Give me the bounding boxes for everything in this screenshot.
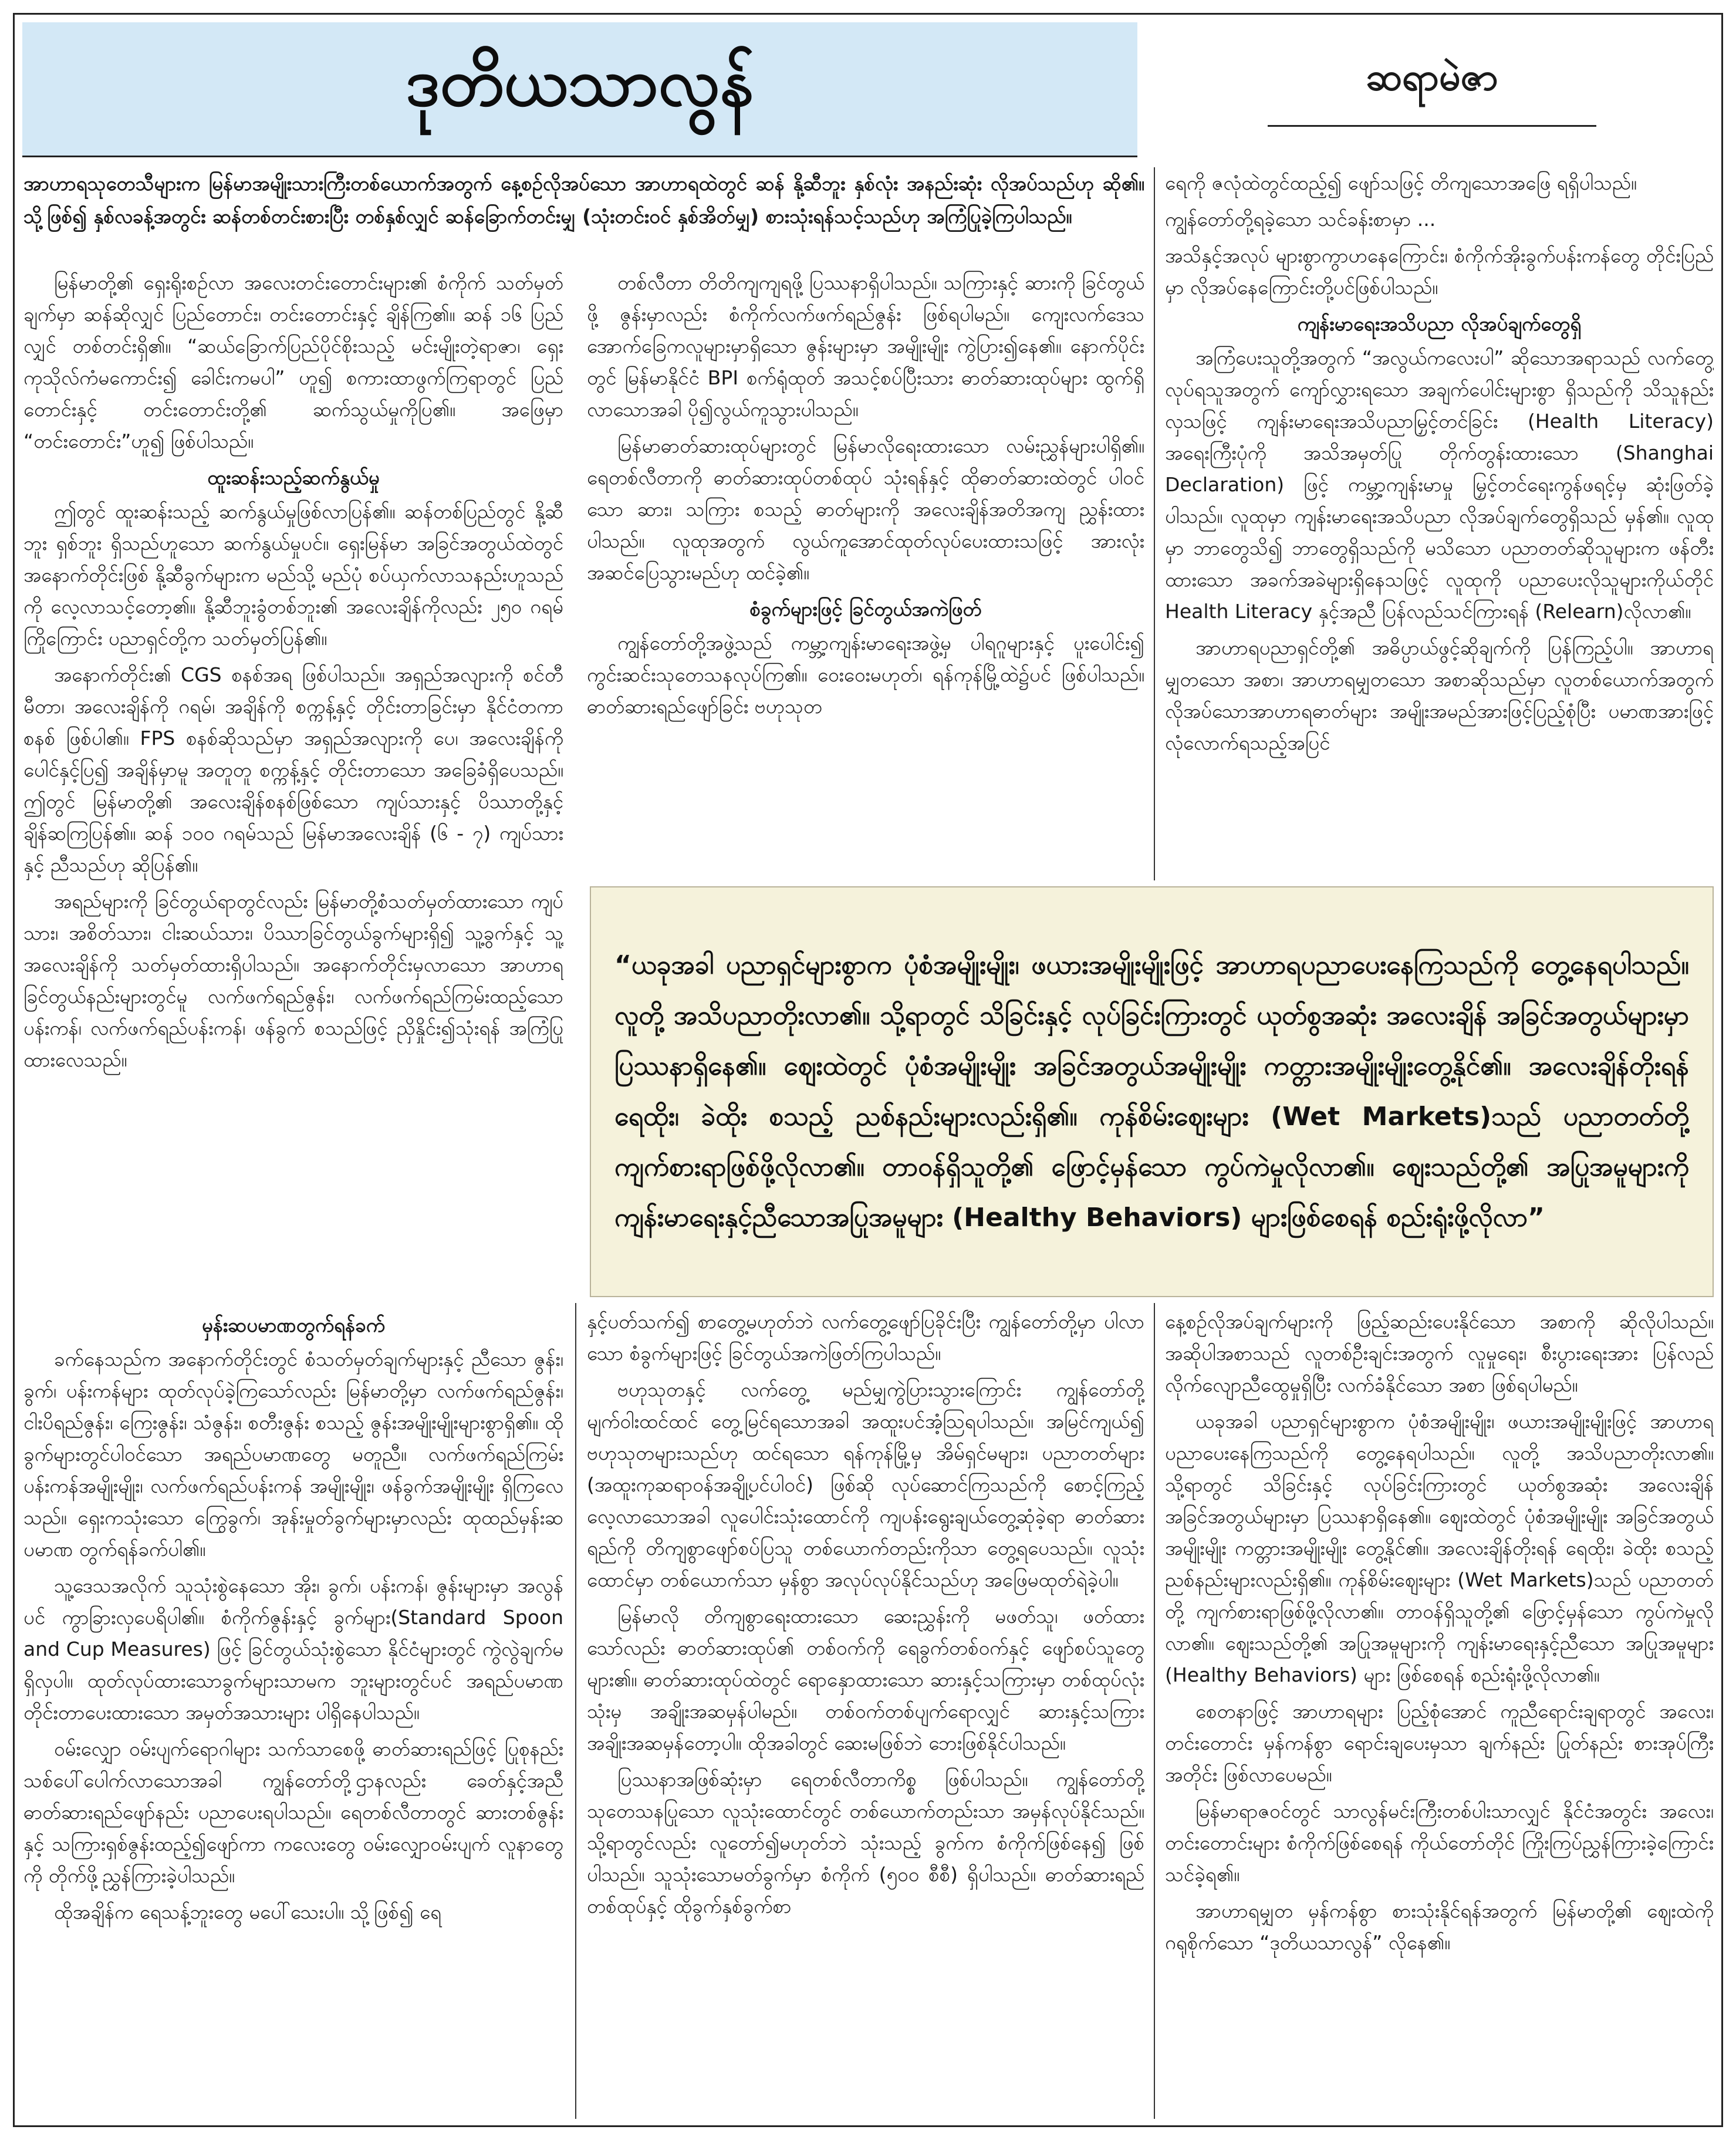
section-heading: မှန်းဆပမာဏတွက်ရန်ခက် (201, 1314, 386, 1336)
paragraph: သူ့ဒေသအလိုက် သူသုံးစွဲနေသော အိုး၊ ခွက်၊ ပန်းကန်၊ ဇွန်းများမှာ အလွန်ပင် ကွာခြားလှပေရိပါ၏။ စံကိုက်ဇွန်းနှင့် ခွက်များ(Standard Spoon and Cup Measures) ဖြင့် ခြင်တွယ်သုံးစွဲသော နိုင်ငံများတွင် ကွဲလွဲချက်မရှိလှပါ။ ထုတ်လုပ်ထားသောခွက်များသာမက ဘူးများတွင်ပင် အရည်ပမာဏ တိုင်းတာပေးထားသော အမှတ်အသားများ ပါရှိနေပါသည်။ (23, 1574, 563, 1724)
column-5 (587, 1306, 1144, 2119)
paragraph: ယခုအခါ ပညာရှင်များစွာက ပုံစံအမျိုးမျိုး၊ ဖယားအမျိုးမျိုးဖြင့် အာဟာရပညာပေးနေကြသည်ကို တွေ့နေရပါသည်။ လူတို့ အသိပညာတိုးလာ၏။ သို့ရာတွင် သိခြင်းနှင့် လုပ်ခြင်းကြားတွင် ယုတ်စွအဆုံး အလေးချိန် အခြင်အတွယ်များမှာ ပြဿနာရှိနေ၏။ ဈေးထဲတွင် ပုံစံအမျိုးမျိုး အခြင်အတွယ် အမျိုးမျိုး ကတ္တားအမျိုးမျိုး တွေ့နိုင်၏။ အလေးချိန်တိုးရန် ရေထိုး၊ ခဲထိုး စသည့် ညစ်နည်းများလည်းရှိ၏။ ကုန်စိမ်းဈေးများ (Wet Markets)သည် ပညာတတ်တို့ ကျက်စားရာဖြစ်ဖို့လိုလာ၏။ တာဝန်ရှိသူတို့၏ ဖြောင့်မှန်သော ကွပ်ကဲမှုလိုလာ၏။ ဈေးသည်တို့၏ အပြုအမူများကို ကျန်းမာရေးနှင့်ညီသော အပြုအမူများ (Healthy Behaviors) များ ဖြစ်စေရန် စည်းရုံးဖို့လိုလာ၏။ (1165, 1410, 1714, 1686)
paragraph: ဝမ်းလျှော ဝမ်းပျက်ရောဂါများ သက်သာစေဖို့ ဓာတ်ဆားရည်ဖြင့် ပြုစုနည်းသစ်ပေါ်ပေါက်လာသောအခါ ကျွန်တော်တို့ဌာနလည်း ခေတ်နှင့်အညီ ဓာတ်ဆားရည်ဖျော်နည်း ပညာပေးရပါသည်။ ရေတစ်လီတာတွင် ဆားတစ်ဇွန်းနှင့် သကြားရှစ်ဇွန်းထည့်၍ဖျော်ကာ ကလေးတွေ ဝမ်းလျှောဝမ်းပျက် လူနာတွေကို တိုက်ဖို့ညွှန်ကြားခဲ့ပါသည်။ (23, 1737, 563, 1887)
column-rule (1154, 167, 1155, 880)
section-heading: ကျန်းမာရေးအသိပညာ လိုအပ်ချက်တွေရှိ (1297, 312, 1582, 335)
paragraph: ရေကို ဇလုံထဲတွင်ထည့်၍ ဖျော်သဖြင့် တိကျသောအဖြေ ရရှိပါသည်။ (1165, 171, 1637, 194)
paragraph: နှင့်ပတ်သက်၍ စာတွေ့မဟုတ်ဘဲ လက်တွေ့ဖျော်ပြခိုင်းပြီး ကျွန်တော်တို့မှာ ပါလာသော စံခွက်များဖြင့် ခြင်တွယ်အကဲဖြတ်ကြပါသည်။ (587, 1310, 1144, 1365)
author-name: ဆရာမဲဇာ (1366, 55, 1498, 99)
paragraph: တစ်လီတာ တိတိကျကျရဖို့ ပြဿနာရှိပါသည်။ သကြားနှင့် ဆားကို ခြင်တွယ်ဖို့ ဇွန်းမှာလည်း စံကိုက်လက်ဖက်ရည်ဇွန်း ဖြစ်ရပါမည်။ ကျေးလက်ဒေသအောက်ခြေကလူများမှာရှိသော ဇွန်းများမှာ အမျိုးမျိုး ကွဲပြား၍နေ၏။ နောက်ပိုင်းတွင် မြန်မာနိုင်ငံ BPI စက်ရုံထုတ် အသင့်စပ်ပြီးသား ဓာတ်ဆားထုပ်များ ထွက်ရှိလာသောအခါ ပို၍လွယ်ကူသွားပါသည်။ (587, 271, 1144, 421)
paragraph: အရည်များကို ခြင်တွယ်ရာတွင်လည်း မြန်မာတို့စံသတ်မှတ်ထားသော ကျပ်သား၊ အစိတ်သား၊ ငါးဆယ်သား၊ ပိဿာခြင်တွယ်ခွက်များရှိ၍ သူ့ခွက်နှင့် သူ့အလေးချိန်ကို သတ်မှတ်ထားရှိပါသည်။ အနောက်တိုင်းမှလာသော အာဟာရ ခြင်တွယ်နည်းများတွင်မူ လက်ဖက်ရည်ဇွန်း၊ လက်ဖက်ရည်ကြမ်းထည့်သော ပန်းကန်၊ လက်ဖက်ရည်ပန်းကန်၊ ဖန်ခွက် စသည်ဖြင့် ညှိနှိုင်း၍သုံးရန် အကြံပြုထားလေသည်။ (23, 890, 563, 1071)
pull-quote-text: “ယခုအခါ ပညာရှင်များစွာက ပုံစံအမျိုးမျိုး၊ ဖယားအမျိုးမျိုးဖြင့် အာဟာရပညာပေးနေကြသည်ကို တွေ့နေရပါသည်။ လူတို့ အသိပညာတိုးလာ၏။ သို့ရာတွင် သိခြင်းနှင့် လုပ်ခြင်းကြားတွင် ယုတ်စွအဆုံး အလေးချိန် အခြင်အတွယ်များမှာ ပြဿနာရှိနေ၏။ ဈေးထဲတွင် ပုံစံအမျိုးမျိုး အခြင်အတွယ်အမျိုးမျိုး ကတ္တားအမျိုးမျိုးတွေ့နိုင်၏။ အလေးချိန်တိုးရန် ရေထိုး၊ ခဲထိုး စသည့် ညစ်နည်းများလည်းရှိ၏။ ကုန်စိမ်းဈေးများ (Wet Markets)သည် ပညာတတ်တို့ ကျက်စားရာဖြစ်ဖို့လိုလာ၏။ တာဝန်ရှိသူတို့၏ ဖြောင့်မှန်သော ကွပ်ကဲမှုလိုလာ၏။ ဈေးသည်တို့၏ အပြုအမူများကို ကျန်းမာရေးနှင့်ညီသောအပြုအမူများ (Healthy Behaviors) များဖြစ်စေရန် စည်းရုံးဖို့လိုလာ” (614, 950, 1689, 1233)
paragraph: ကျွန်တော်တို့ရခဲ့သော သင်ခန်းစာမှာ ... (1165, 208, 1436, 231)
section-heading: စံခွက်များဖြင့် ခြင်တွယ်အကဲဖြတ် (749, 598, 982, 620)
column-4 (23, 1306, 563, 2119)
paragraph: ဤတွင် ထူးဆန်းသည့် ဆက်နွယ်မှုဖြစ်လာပြန်၏။ ဆန်တစ်ပြည်တွင် နို့ဆီဘူး ရှစ်ဘူး ရှိသည်ဟူသော ဆက်နွယ်မှုပင်။ ရှေးမြန်မာ အခြင်အတွယ်ထဲတွင် အနောက်တိုင်းဖြစ် နို့ဆီခွက်များက မည်သို့ မည်ပုံ စပ်ယှက်လာသနည်းဟူသည်ကို လေ့လာသင့်တော့၏။ နို့ဆီဘူးခွံတစ်ဘူး၏ အလေးချိန်ကိုလည်း ၂၅၀ ဂရမ် ကြိုကြောင်း ပညာရှင်တို့က သတ်မှတ်ပြန်၏။ (23, 500, 563, 650)
column-2 (587, 267, 1144, 877)
column-rule (1154, 1303, 1155, 2119)
paragraph: အာဟာရပညာရှင်တို့၏ အဓိပ္ပာယ်ဖွင့်ဆိုချက်ကို ပြန်ကြည့်ပါ။ အာဟာရမျှတသော အစာ၊ အာဟာရမျှတသော အစာဆိုသည်မှာ လူတစ်ယောက်အတွက် လိုအပ်သောအာဟာရဓာတ်များ အမျိုးအမည်အားဖြင့်ပြည့်စုံပြီး ပမာဏအားဖြင့် လုံလောက်ရသည့်အပြင် (1165, 636, 1714, 754)
column-3 (1165, 167, 1714, 883)
paragraph: ပြဿနာအဖြစ်ဆုံးမှာ ရေတစ်လီတာကိစ္စ ဖြစ်ပါသည်။ ကျွန်တော်တို့ သုတေသနပြုသော လူသုံးထောင်တွင် တစ်ယောက်တည်းသာ အမှန်လုပ်နိုင်သည်။ သို့ရာတွင်လည်း လူတော်၍မဟုတ်ဘဲ သုံးသည့် ခွက်က စံကိုက်ဖြစ်နေ၍ ဖြစ်ပါသည်။ သူသုံးသောမတ်ခွက်မှာ စံကိုက် (၅၀၀ စီစီ) ရှိပါသည်။ ဓာတ်ဆားရည်တစ်ထုပ်နှင့် ထိုခွက်နှစ်ခွက်စာ (587, 1768, 1144, 1918)
column-6 (1165, 1306, 1714, 2119)
section-heading: ထူးဆန်းသည့်ဆက်နွယ်မှု (207, 466, 380, 489)
pull-quote (590, 886, 1714, 1297)
lead-paragraph: အာဟာရသုတေသီများက မြန်မာအမျိုးသားကြီးတစ်ယောက်အတွက် နေ့စဉ်လိုအပ်သော အာဟာရထဲတွင် ဆန် နို့ဆီဘူး နှစ်လုံး အနည်းဆုံး လိုအပ်သည်ဟု ဆို၏။ သို့ဖြစ်၍ နှစ်လခန့်အတွင်း ဆန်တစ်တင်းစားပြီး တစ်နှစ်လျှင် ဆန်ခြောက်တင်းမျှ (သုံးတင်းဝင် နှစ်အိတ်မျှ) စားသုံးရန်သင့်သည်ဟု အကြံပြုခဲ့ကြပါသည်။ (23, 172, 1144, 228)
paragraph: အနောက်တိုင်း၏ CGS စနစ်အရ ဖြစ်ပါသည်။ အရှည်အလျားကို စင်တီမီတာ၊ အလေးချိန်ကို ဂရမ်၊ အချိန်ကို စက္ကန့်နှင့် တိုင်းတာခြင်းမှာ နိုင်ငံတကာစနစ် ဖြစ်ပါ၏။ FPS စနစ်ဆိုသည်မှာ အရှည်အလျားကို ပေ၊ အလေးချိန်ကို ပေါင်နှင့်ပြ၍ အချိန်မှာမူ အတူတူ စက္ကန့်နှင့် တိုင်းတာသော အခြေခံရှိပေသည်။ ဤတွင် မြန်မာတို့၏ အလေးချိန်စနစ်ဖြစ်သော ကျပ်သားနှင့် ပိဿာတို့နှင့် ချိန်ဆကြပြန်၏။ ဆန် ၁၀၀ ဂရမ်သည် မြန်မာအလေးချိန် (၆ - ၇) ကျပ်သားနှင့် ညီသည်ဟု ဆိုပြန်၏။ (23, 663, 563, 876)
column-1 (23, 267, 563, 1288)
paragraph: မြန်မာလို တိကျစွာရေးထားသော ဆေးညွှန်းကို မဖတ်သူ၊ ဖတ်ထားသော်လည်း ဓာတ်ဆားထုပ်၏ တစ်ဝက်ကို ရေခွက်တစ်ဝက်နှင့် ဖျော်စပ်သူတွေများ၏။ ဓာတ်ဆားထုပ်ထဲတွင် ရောနှောထားသော ဆားနှင့်သကြားမှာ တစ်ထုပ်လုံးသုံးမှ အချိုးအဆမှန်ပါမည်။ တစ်ဝက်တစ်ပျက်ရောလျှင် ဆားနှင့်သကြား အချိုးအဆမှန်တော့ပါ။ ထိုအခါတွင် ဆေးမဖြစ်ဘဲ ဘေးဖြစ်နိုင်ပါသည်။ (587, 1605, 1144, 1754)
title-banner (22, 22, 1137, 157)
paragraph: ဗဟုသုတနှင့် လက်တွေ့ မည်မျှကွဲပြားသွားကြောင်း ကျွန်တော်တို့ မျက်ဝါးထင်ထင် တွေ့မြင်ရသောအခါ အထူးပင်အံ့သြရပါသည်။ အမြင်ကျယ်၍ ဗဟုသုတများသည်ဟု ထင်ရသော ရန်ကုန်မြို့မှ အိမ်ရှင်မများ၊ ပညာတတ်များ (အထူးကုဆရာဝန်အချို့ပင်ပါဝင်) ဖြစ်ဆို လုပ်ဆောင်ကြသည်ကို စောင့်ကြည့်လေ့လာသောအခါ လူပေါင်းသုံးထောင်ကို ကျပန်းရွေးချယ်တွေ့ဆုံခဲ့ရာ ဓာတ်ဆားရည်ကို တိကျစွာဖျော်စပ်ပြသူ တစ်ယောက်တည်းကိုသာ တွေ့ရပေသည်။ လူသုံးထောင်မှာ တစ်ယောက်သာ မှန်စွာ အလုပ်လုပ်နိုင်သည်ဟု အဖြေမထုတ်ရဲခဲ့ပါ။ (587, 1378, 1144, 1591)
column-rule (575, 1303, 576, 2119)
author-block (1150, 22, 1714, 157)
author-underline (1268, 125, 1596, 127)
paragraph: အာဟာရမျှတ မှန်ကန်စွာ စားသုံးနိုင်ရန်အတွက် မြန်မာတို့၏ ဈေးထဲကို ဂရုစိုက်သော “ဒုတိယသာလွန်” လိုနေ၏။ (1165, 1899, 1714, 1954)
paragraph: အကြံပေးသူတို့အတွက် “အလွယ်ကလေးပါ” ဆိုသောအရာသည် လက်တွေ့လုပ်ရသူအတွက် ကျော်လွှားရသော အချက်ပေါင်းများစွာ ရှိသည်ကို သိသူနည်းလှသဖြင့် ကျန်းမာရေးအသိပညာမြှင့်တင်ခြင်း (Health Literacy) အရေးကြီးပုံကို အသိအမှတ်ပြု တိုက်တွန်းထားသော (Shanghai Declaration) ဖြင့် ကမ္ဘာ့ကျန်းမာမှု မြှင့်တင်ရေးကွန်ဖရင့်မှ ဆုံးဖြတ်ခဲ့ပါသည်။ လူထုမှာ ကျန်းမာရေးအသိပညာ လိုအပ်ချက်တွေရှိသည် မှန်၏။ လူထုမှာ ဘာတွေသိ၍ ဘာတွေရှိသည်ကို မသိသော ပညာတတ်ဆိုသူများက ဖန်တီးထားသော အခက်အခဲများရှိနေသဖြင့် လူထုကို ပညာပေးလိုသူများကိုယ်တိုင် Health Literacy နှင့်အညီ ပြန်လည်သင်ကြားရန် (Relearn)လိုလာ၏။ (1165, 346, 1714, 623)
paragraph: မြန်မာတို့၏ ရှေးရိုးစဉ်လာ အလေးတင်းတောင်းများ၏ စံကိုက် သတ်မှတ်ချက်မှာ ဆန်ဆိုလျှင် ပြည်တောင်း၊ တင်းတောင်းနှင့် ချိန်ကြ၏။ ဆန် ၁၆ ပြည်လျှင် တစ်တင်းရှိ၏။ “ဆယ်ခြောက်ပြည်ပိုင်စိုးသည့် မင်းမျိုးတဲ့ရာဇာ၊ ရှေးကုသိုလ်ကံမကောင်း၍ ခေါင်းကမပါ” ဟူ၍ စကားထာဖွက်ကြရာတွင် ပြည်တောင်းနှင့် တင်းတောင်းတို့၏ ဆက်သွယ်မှုကိုပြ၏။ အဖြေမှာ “တင်းတောင်း”ဟူ၍ ဖြစ်ပါသည်။ (23, 271, 563, 453)
paragraph: နေ့စဉ်လိုအပ်ချက်များကို ဖြည့်ဆည်းပေးနိုင်သော အစာကို ဆိုလိုပါသည်။ အဆိုပါအစာသည် လူတစ်ဦးချင်းအတွက် လူမှုရေး၊ စီးပွားရေးအား ပြန်လည်လိုက်လျောညီထွေမှုရှိပြီး လက်ခံနိုင်သော အစာ ဖြစ်ရပါမည်။ (1165, 1310, 1714, 1396)
paragraph: မြန်မာဓာတ်ဆားထုပ်များတွင် မြန်မာလိုရေးထားသော လမ်းညွှန်များပါရှိ၏။ ရေတစ်လီတာကို ဓာတ်ဆားထုပ်တစ်ထုပ် သုံးရန်နှင့် ထိုဓာတ်ဆားထဲတွင် ပါဝင်သော ဆား၊ သကြား စသည့် ဓာတ်များကို အလေးချိန်အတိအကျ ညွှန်းထားပါသည်။ လူထုအတွက် လွယ်ကူအောင်ထုတ်လုပ်ပေးထားသဖြင့် အားလုံး အဆင်ပြေသွားမည်ဟု ထင်ခဲ့၏။ (587, 434, 1144, 584)
paragraph: စေတနာဖြင့် အာဟာရများ ပြည့်စုံအောင် ကူညီရောင်းချရာတွင် အလေး၊ တင်းတောင်း မှန်ကန်စွာ ရောင်းချပေးမှသာ ချက်နည်း ပြုတ်နည်း စားအုပ်ကြီးအတိုင်း ဖြစ်လာပေမည်။ (1165, 1700, 1714, 1786)
paragraph: ခက်နေသည်က အနောက်တိုင်းတွင် စံသတ်မှတ်ချက်များနှင့် ညီသော ဇွန်း၊ ခွက်၊ ပန်းကန်များ ထုတ်လုပ်ခဲ့ကြသော်လည်း မြန်မာတို့မှာ လက်ဖက်ရည်ဇွန်း၊ ငါးပိရည်ဇွန်း၊ ကြေးဇွန်း၊ သံဇွန်း၊ စတီးဇွန်း စသည့် ဇွန်းအမျိုးမျိုးများစွာရှိ၏။ ထိုခွက်များတွင်ပါဝင်သော အရည်ပမာဏတွေ မတူညီ။ လက်ဖက်ရည်ကြမ်း ပန်းကန်အမျိုးမျိုး၊ လက်ဖက်ရည်ပန်းကန် အမျိုးမျိုး၊ ဖန်ခွက်အမျိုးမျိုး ရှိကြလေသည်။ ရှေးကသုံးသော ကြွေခွက်၊ အုန်းမှုတ်ခွက်များမှာလည်း ထုထည်မှန်းဆပမာဏ တွက်ရန်ခက်ပါ၏။ (23, 1348, 563, 1561)
paragraph: ကျွန်တော်တို့အဖွဲ့သည် ကမ္ဘာ့ကျန်းမာရေးအဖွဲ့မှ ပါရဂူများနှင့် ပူးပေါင်း၍ ကွင်းဆင်းသုတေသနလုပ်ကြ၏။ ဝေးဝေးမဟုတ်၊ ရန်ကုန်မြို့ထဲ၌ပင် ဖြစ်ပါသည်။ ဓာတ်ဆားရည်ဖျော်ခြင်း ဗဟုသုတ (587, 632, 1144, 718)
paragraph: မြန်မာရာဇဝင်တွင် သာလွန်မင်းကြီးတစ်ပါးသာလျှင် နိုင်ငံအတွင်း အလေး၊ တင်းတောင်းများ စံကိုက်ဖြစ်စေရန် ကိုယ်တော်တိုင် ကြိုးကြပ်ညွှန်ကြားခဲ့ကြောင်း သင်ခဲ့ရ၏။ (1165, 1800, 1714, 1886)
paragraph: ထိုအချိန်က ရေသန့်ဘူးတွေ မပေါ်သေးပါ။ သို့ဖြစ်၍ ရေ (54, 1901, 442, 1923)
paragraph: အသိနှင့်အလုပ် များစွာကွာဟနေကြောင်း၊ စံကိုက်အိုးခွက်ပန်းကန်တွေ တိုင်းပြည်မှာ လိုအပ်နေကြောင်းတို့ပင်ဖြစ်ပါသည်။ (1165, 244, 1714, 299)
article-title: ဒုတိယသာလွန် (406, 44, 754, 121)
